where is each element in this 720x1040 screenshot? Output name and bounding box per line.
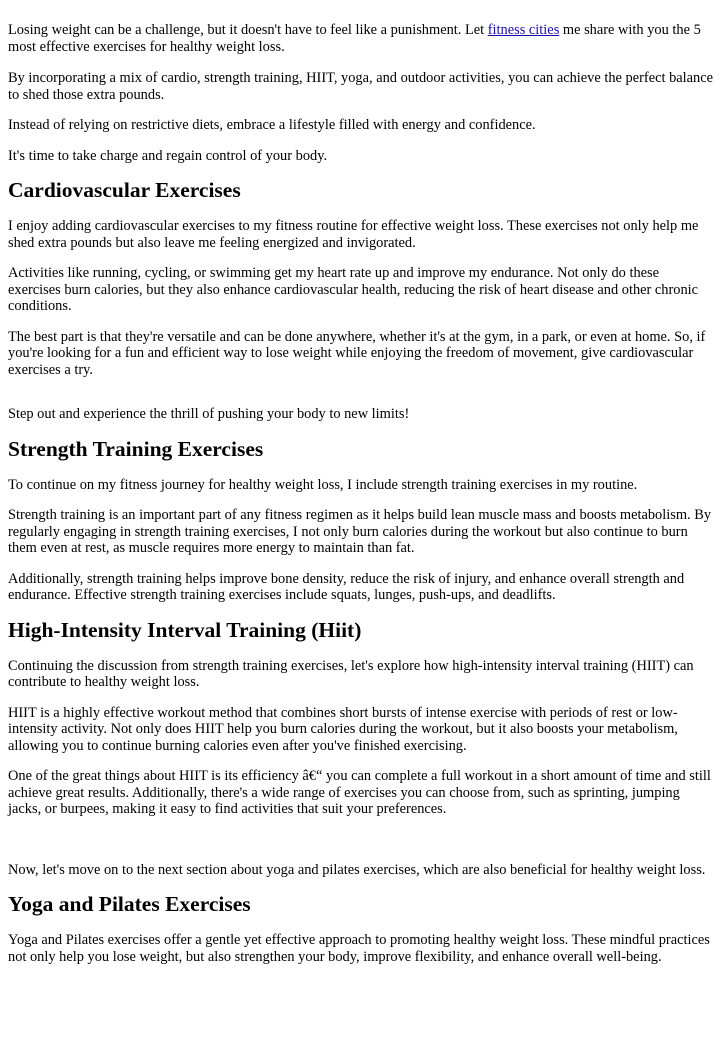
intro-paragraph-4: It's time to take charge and regain control of your body. [8,147,328,164]
fitness-cities-link[interactable]: fitness cities [487,22,560,38]
article-body [0,22,720,965]
cardio-heading: Cardiovascular Exercises [8,178,241,202]
hiit-paragraph-3: One of the great things about HIIT is its efficiency â€“ you can complete a full workout in a short amount of time and still achieve great results. Additionally, there's a wide range of exercises you can choose from, such as sprinting, jumping jacks, or burpees, making it easy to find activities that suit your preferences. [8,768,711,817]
intro-text-before-link: Losing weight can be a challenge, but it doesn't have to feel like a punishment. Let [8,22,488,38]
intro-text-after-link: me share with you the 5 most effective exercises for healthy weight loss. [8,22,701,55]
strength-heading: Strength Training Exercises [8,436,264,461]
cardio-paragraph-1: I enjoy adding cardiovascular exercises to my fitness routine for effective weight loss. These exercises not only help me shed extra pounds but also leave me feeling energized and invigorated. [8,218,699,251]
cardio-paragraph-4: Step out and experience the thrill of pushing your body to new limits! [8,406,410,422]
yoga-paragraph-1: Yoga and Pilates exercises offer a gentle yet effective approach to promoting healthy weight loss. These mindful practices not only help you lose weight, but also strengthen your body, improve flexibility, and enhance overall well-being. [8,932,710,965]
hiit-paragraph-4: Now, let's move on to the next section about yoga and pilates exercises, which are also beneficial for healthy weight loss. [8,861,706,878]
cardio-paragraph-3: The best part is that they're versatile and can be done anywhere, whether it's at the gym, in a park, or even at home. So, if you're looking for a fun and efficient way to lose weight while enjoying the freedom of movement, give cardiovascular exercises a try. [8,328,706,378]
strength-paragraph-3: Additionally, strength training helps improve bone density, reduce the risk of injury, and enhance overall strength and endurance. Effective strength training exercises include squats, lunges, push-ups, and deadlifts. [8,570,685,603]
yoga-heading: Yoga and Pilates Exercises [8,892,251,916]
strength-paragraph-1: To continue on my fitness journey for healthy weight loss, I include strength training exercises in my routine. [8,476,638,493]
cardio-paragraph-2: Activities like running, cycling, or swimming get my heart rate up and improve my endurance. Not only do these exercises burn calories, but they also enhance cardiovascular health, reducing the risk of heart disease and other chronic conditions. [8,265,699,314]
hiit-paragraph-2: HIIT is a highly effective workout method that combines short bursts of intense exercise with periods of rest or low-intensity activity. Not only does HIIT help you burn calories during the workout, but it also boosts your metabolism, allowing you to continue burning calories even after you've finished exercising. [8,704,678,754]
hiit-paragraph-1: Continuing the discussion from strength training exercises, let's explore how high-intensity interval training (HIIT) can contribute to healthy weight loss. [8,657,694,690]
intro-paragraph-2: By incorporating a mix of cardio, strength training, HIIT, yoga, and outdoor activities, you can achieve the perfect balance to shed those extra pounds. [8,70,714,103]
strength-paragraph-2: Strength training is an important part of any fitness regimen as it helps build lean muscle mass and boosts metabolism. By regularly engaging in strength training exercises, I not only burn calories during the workout but also continue to burn them even at rest, as muscle requires more energy to maintain than fat. [8,507,712,556]
intro-paragraph-3: Instead of relying on restrictive diets, embrace a lifestyle filled with energy and confidence. [8,117,536,133]
hiit-heading: High-Intensity Interval Training (Hiit) [8,617,362,642]
intro-paragraph-1 [8,22,714,55]
